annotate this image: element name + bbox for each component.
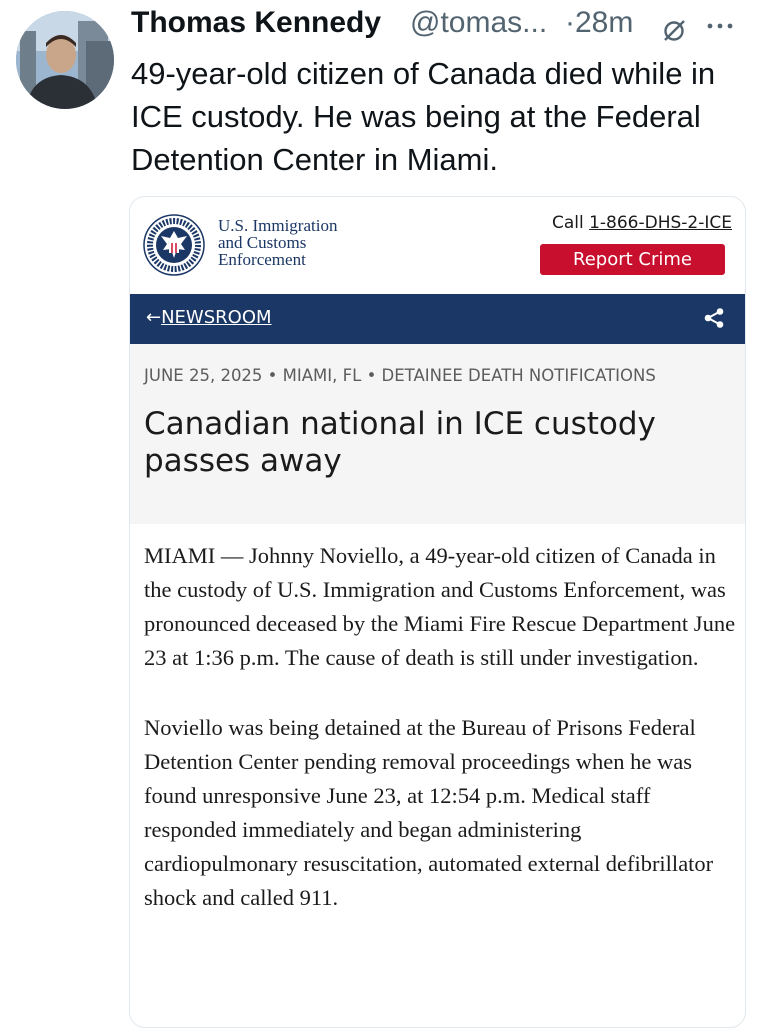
call-line bbox=[552, 213, 732, 233]
tweet-timestamp[interactable]: ·28m bbox=[565, 6, 634, 39]
ice-site-header bbox=[130, 197, 745, 291]
more-icon[interactable] bbox=[704, 10, 736, 42]
dhs-seal-icon bbox=[143, 214, 205, 276]
call-prefix: Call bbox=[551, 213, 590, 233]
article-paragraph: MIAMI — Johnny Noviello, a 49-year-old citizen of Canada in the custody of U.S. Immigration and Customs Enforcement, was pronounced deceased by the Miami Fire Rescue Department June 23 at 1:36 p.m. The cause of death is still under investigation. bbox=[144, 543, 736, 670]
article-headline: Canadian national in ICE custody passes away bbox=[144, 406, 656, 479]
tweet-header bbox=[131, 6, 747, 46]
avatar-photo bbox=[16, 11, 114, 109]
call-number-link[interactable]: 1-866-DHS-2-ICE bbox=[589, 213, 732, 233]
link-preview-card[interactable] bbox=[129, 196, 746, 1028]
agency-name[interactable]: U.S. Immigration and Customs Enforcement bbox=[218, 216, 338, 269]
back-arrow-icon: ← bbox=[146, 307, 162, 328]
newsroom-back-link[interactable] bbox=[146, 305, 272, 331]
newsroom-navbar bbox=[130, 294, 745, 344]
article-body bbox=[144, 539, 739, 951]
article-paragraph: Noviello was being detained at the Bureau of Prisons Federal Detention Center pending removal proceedings when he was found unresponsive June 23, at 12:54 p.m. Medical staff responded immediately and began administering cardiopulmonary resuscitation, automated external defibrillator shock and called 911. bbox=[144, 715, 714, 910]
share-icon[interactable] bbox=[703, 307, 725, 329]
author-avatar[interactable] bbox=[16, 11, 114, 109]
author-handle[interactable]: @tomas... bbox=[410, 6, 548, 39]
tweet-text: 49-year-old citizen of Canada died while in ICE custody. He was being at the Federal Detention Center in Miami. bbox=[131, 56, 716, 177]
hide-icon[interactable] bbox=[661, 18, 687, 44]
author-name[interactable]: Thomas Kennedy bbox=[131, 6, 382, 39]
newsroom-label: NEWSROOM bbox=[161, 307, 272, 328]
article-header bbox=[130, 344, 745, 524]
report-crime-button[interactable]: Report Crime bbox=[540, 244, 725, 275]
article-meta: JUNE 25, 2025 • MIAMI, FL • DETAINEE DEATH NOTIFICATIONS bbox=[144, 366, 656, 385]
